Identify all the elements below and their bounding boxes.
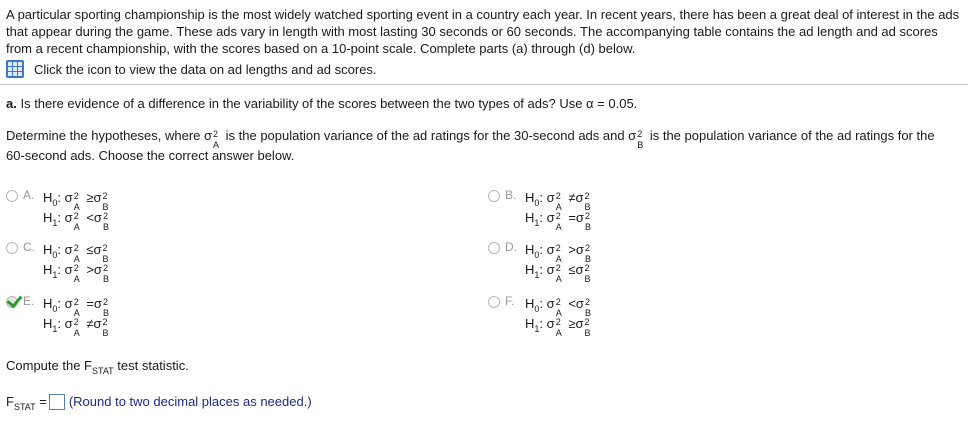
check-icon [7, 292, 23, 309]
hypothesis-pair: $H_0$: σ 2 A ≠σ 2 B $H_1$: σ 2 A =σ 2 B [525, 190, 591, 232]
option-c[interactable] [6, 240, 112, 284]
option-letter: C. [23, 240, 35, 254]
part-a-question [6, 96, 637, 111]
option-letter: E. [23, 294, 35, 308]
option-letter: B. [505, 188, 517, 202]
option-f[interactable] [488, 294, 594, 338]
part-a-label: a. [6, 96, 17, 111]
hypothesis-pair: $H_0$: σ 2 A <σ 2 B $H_1$: σ 2 A ≥σ 2 B [525, 296, 591, 338]
hypothesis-pair: $H_0$: σ 2 A =σ 2 B $H_1$: σ 2 A ≠σ 2 B [43, 296, 109, 338]
divider [0, 84, 968, 85]
option-a[interactable] [6, 188, 112, 232]
hypothesis-pair: $H_0$: σ 2 A ≥σ 2 B $H_1$: σ 2 A <σ 2 B [43, 190, 109, 232]
hypothesis-pair: $H_0$: σ 2 A ≤σ 2 B $H_1$: σ 2 A >σ 2 B [43, 242, 109, 284]
option-e[interactable] [6, 294, 112, 338]
option-d[interactable] [488, 240, 594, 284]
fstat-label: $F_{STAT}$ = [6, 394, 47, 412]
option-radio[interactable] [6, 296, 18, 308]
fstat-answer-row [6, 394, 312, 410]
hypothesis-pair: $H_0$: σ 2 A >σ 2 B $H_1$: σ 2 A ≤σ 2 B [525, 242, 591, 284]
rounding-hint: (Round to two decimal places as needed.) [68, 394, 312, 409]
hypotheses-instructions: Determine the hypotheses, where σ 2 A is the population variance of the ad ratings for the 30-second ads and σ 2 B is the population variance of the ad ratings for the 60-second ads. Choose the correct answer below. [6, 128, 935, 163]
option-radio[interactable] [6, 242, 18, 254]
option-radio[interactable] [6, 190, 18, 202]
fstat-input[interactable] [49, 394, 65, 410]
compute-prompt: Compute the $F_{STAT}$ test statistic. [6, 358, 189, 376]
data-table-icon[interactable] [6, 60, 24, 78]
data-link[interactable] [6, 60, 377, 78]
option-radio[interactable] [488, 296, 500, 308]
part-a-text: Is there evidence of a difference in the variability of the scores between the two types of ads? Use α = 0.05. [20, 96, 638, 111]
data-link-text: Click the icon to view the data on ad lengths and ad scores. [34, 61, 377, 77]
option-letter: D. [505, 240, 517, 254]
option-b[interactable] [488, 188, 594, 232]
problem-intro: A particular sporting championship is the most widely watched sporting event in a country each year. In recent years, there has been a great deal of interest in the ads that appear during the game. These ads vary in length with most lasting 30 seconds or 60 seconds. The accompanying table contains the ad length and ad scores from a recent championship, with the scores based on a 10-point scale. Complete parts (a) through (d) below. [6, 7, 960, 56]
option-radio[interactable] [488, 242, 500, 254]
option-radio[interactable] [488, 190, 500, 202]
option-letter: F. [505, 294, 515, 308]
option-letter: A. [23, 188, 35, 202]
